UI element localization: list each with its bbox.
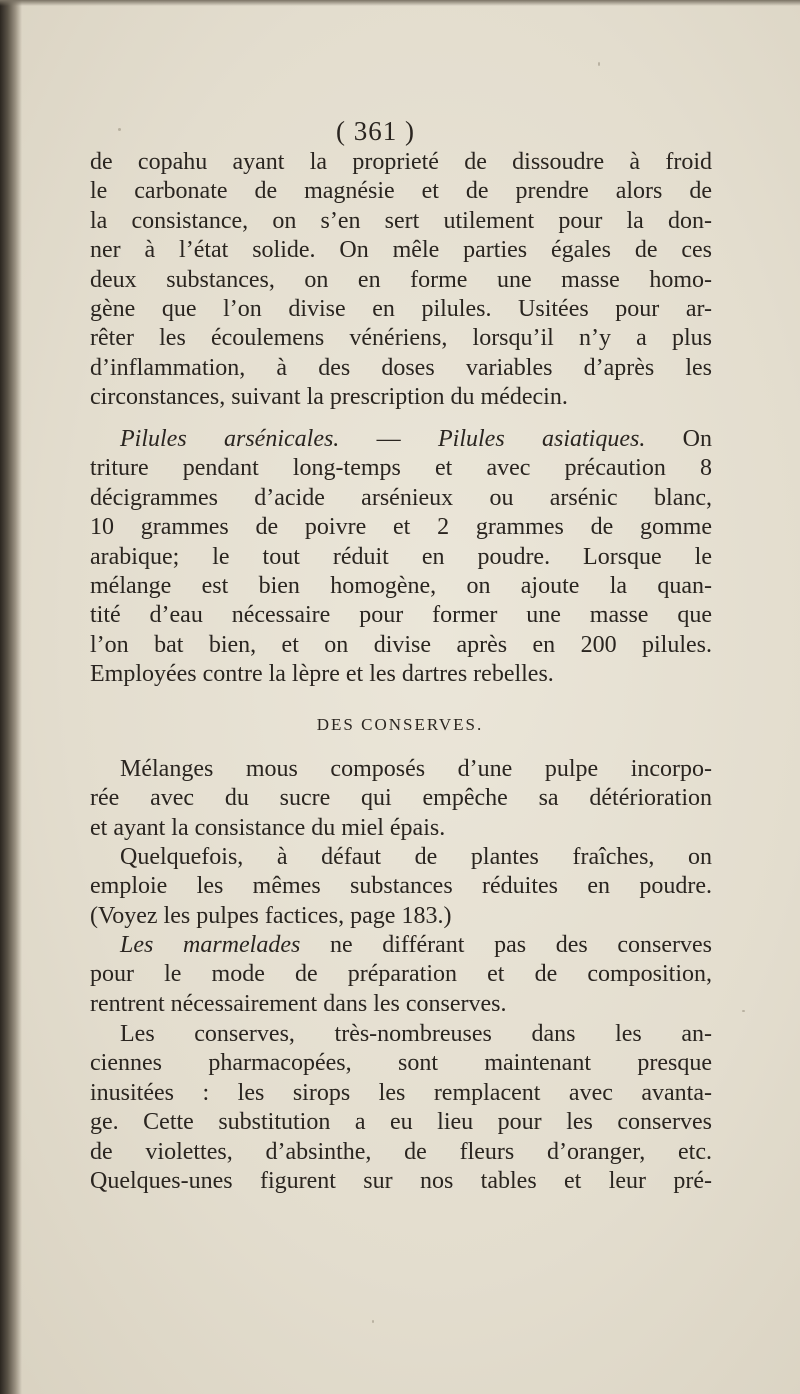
paragraph-lead-line	[90, 425, 712, 454]
text-line: et ayant la consistance du miel épais.	[90, 814, 446, 841]
italic-term: Les marmelades	[120, 932, 301, 958]
italic-term: Pilules asiatiques.	[438, 426, 646, 452]
text-line: Quelques-unes figurent sur nos tables et leur pré-	[90, 1168, 712, 1195]
paragraph	[90, 1020, 712, 1196]
text-line: Quelquefois, à défaut de plantes fraîches, on	[120, 844, 712, 870]
lead-text: ne différant pas des conserves	[300, 932, 712, 958]
text-line: le carbonate de magnésie et de prendre alors de	[90, 178, 712, 205]
text-line: rentrent nécessairement dans les conserves.	[90, 990, 507, 1017]
text-line: triture pendant long-temps et avec précaution 8	[90, 455, 712, 482]
page-top-edge	[0, 0, 800, 6]
text-line: rêter les écoulemens vénériens, lorsqu’il n’y a plus	[90, 325, 712, 352]
page-number: ( 361 )	[336, 116, 415, 146]
text-line: la consistance, on s’en sert utilement pour la don-	[90, 207, 712, 234]
text-line: Mélanges mous composés d’une pulpe incorpo-	[120, 756, 712, 782]
text-line: (Voyez les pulpes factices, page 183.)	[90, 902, 452, 929]
text-line: d’inflammation, à des doses variables d’après les	[90, 354, 712, 381]
paragraph	[90, 148, 712, 413]
text-line: gène que l’on divise en pilules. Usitées pour ar-	[90, 296, 712, 323]
text-line: mélange est bien homogène, on ajoute la quan-	[90, 573, 712, 600]
text-line: ciennes pharmacopées, sont maintenant presque	[90, 1050, 712, 1077]
paragraph	[90, 843, 712, 931]
text-line: de violettes, d’absinthe, de fleurs d’oranger, etc.	[90, 1138, 712, 1165]
text-line: arabique; le tout réduit en poudre. Lorsque le	[90, 543, 712, 570]
text-line: rée avec du sucre qui empêche sa détérioration	[90, 785, 712, 812]
text-line: emploie les mêmes substances réduites en poudre.	[90, 873, 712, 900]
text-line: ge. Cette substitution a eu lieu pour les conserves	[90, 1109, 712, 1136]
paper-speck	[598, 62, 600, 66]
dash-separator: —	[339, 426, 438, 452]
paper-speck	[372, 1320, 374, 1323]
text-line: circonstances, suivant la prescription du médecin.	[90, 384, 568, 411]
text-line: tité d’eau nécessaire pour former une masse que	[90, 602, 712, 629]
paragraph-lead-line	[90, 931, 712, 960]
paper-speck	[742, 1010, 745, 1012]
text-line: pour le mode de préparation et de composition,	[90, 961, 712, 988]
text-line: 10 grammes de poivre et 2 grammes de gomme	[90, 514, 712, 541]
book-binding-edge	[0, 0, 22, 1394]
paper-speck	[118, 128, 121, 131]
text-line: Employées contre la lèpre et les dartres rebelles.	[90, 661, 554, 688]
text-line: ner à l’état solide. On mêle parties égales de ces	[90, 237, 712, 264]
paragraph	[90, 931, 712, 1019]
text-line: deux substances, on en forme une masse homo-	[90, 266, 712, 293]
section-heading: DES CONSERVES.	[316, 715, 484, 734]
text-line: de copahu ayant la proprieté de dissoudre à froid	[90, 149, 712, 175]
lead-text: On	[645, 426, 712, 452]
text-line: l’on bat bien, et on divise après en 200 pilules.	[90, 631, 712, 658]
italic-term: Pilules arsénicales.	[120, 426, 340, 452]
text-line: inusitées : les sirops les remplacent avec avanta-	[90, 1079, 712, 1106]
paragraph	[90, 425, 712, 690]
text-line: Les conserves, très-nombreuses dans les an-	[120, 1021, 712, 1047]
text-line: décigrammes d’acide arsénieux ou arsénic blanc,	[90, 484, 712, 511]
paragraph	[90, 755, 712, 843]
